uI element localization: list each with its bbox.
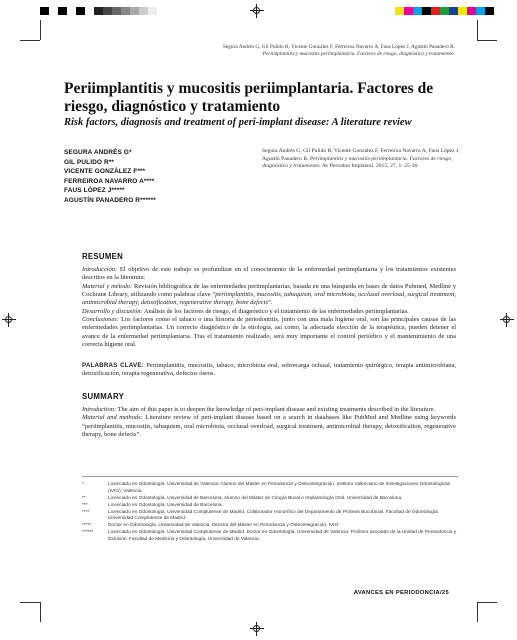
footnote-mark: ****** — [82, 530, 94, 535]
resumen-body — [82, 266, 456, 349]
color-bar-right — [395, 7, 494, 15]
footnote-mark: ** — [82, 495, 86, 501]
crop-mark — [477, 602, 497, 603]
color-swatch — [422, 7, 431, 15]
registration-mark-right — [500, 313, 514, 327]
color-swatch — [94, 7, 103, 15]
registration-mark-left — [2, 313, 16, 327]
article-title: Periimplantitis y mucositis periimplantaria. Factores de riesgo, diagnóstico y tratamiento — [64, 80, 434, 115]
author: FERREIROA NAVARRO A**** — [64, 177, 155, 185]
crop-mark — [477, 40, 497, 41]
color-bar-left — [40, 7, 157, 15]
author: AGUSTÍN PANADERO R****** — [64, 196, 156, 204]
color-swatch — [431, 7, 440, 15]
author-list — [64, 148, 254, 206]
footnote-text: Licenciado en Odontología. Universidad Complutense de Madrid. Doctor en Odontología. Universidad de Valencia. Profesor asociado de la Unidad de Prostodoncia y Oclusión. Facultad de Medicina y Odontología. Universidad de Valencia. — [108, 530, 457, 542]
registration-mark-bottom — [250, 622, 264, 636]
label: Desarrollo y discusión: — [82, 307, 143, 315]
color-swatch — [404, 7, 413, 15]
text: Los factores como el tabaco o una historia de periodontitis, junto con una mala higiene oral, son las principales causas de las enfermedades periimplantarias. Un correcto diagnóstico de la etiología, así como, la adecuada elección de la terapéutica, pueden detener el avance de la enfermedad periimplantaria. Tras el tratamiento realizado, será muy importante el control periódico y el mantenimiento de una correcta higiene oral. — [82, 316, 456, 349]
crop-mark — [477, 20, 478, 40]
keywords-quoted: periimplantitis, mucositis, tabaquism, oral microbiota, occlusal overload, surgical treatment, antimicrobial therapy, detoxification, regenerative therapy, bone defects — [82, 291, 456, 307]
footnote-text: Doctor en Odontología. Universidad de Valencia. Director del Máster en Periodoncia y Osteointegración, IVIO. — [108, 523, 340, 528]
color-swatch — [476, 7, 485, 15]
footnote — [82, 510, 458, 523]
label: Introducción: — [82, 266, 118, 273]
resumen-heading: RESUMEN — [82, 252, 124, 261]
footnote — [82, 496, 458, 503]
text: Análisis de los factores de riesgo, el diagnóstico y el tratamiento de las enfermedades periimplantarias. — [143, 307, 409, 315]
crop-mark — [40, 602, 41, 622]
crop-mark — [40, 20, 41, 40]
color-swatch — [49, 7, 58, 15]
color-swatch — [85, 7, 94, 15]
summary-body — [82, 406, 456, 439]
summary-heading: SUMMARY — [82, 392, 125, 401]
text: Revisión bibliográfica de las enfermedades periimplantarias, basada en una búsqueda en bases de datos Pubmed, Medline y Cochrane Library, utilizando como palabras clave “ — [82, 282, 457, 299]
color-swatch — [130, 7, 139, 15]
footnotes — [82, 482, 458, 544]
label: Introduction: — [82, 406, 117, 413]
footnote-text: Licenciado en Odontología. Universidad de Valencia. Alumno del Máster en Periodoncia y Osteointegración, Instituto Valenciano de Investigaciones Odontológicas (IVIO), Valencia. — [108, 482, 451, 494]
citation-block — [262, 148, 462, 171]
running-header-title: Periimplantitis y mucositis periimplantaria. Factores de riesgo, diagnóstico y tratamiento. — [262, 51, 455, 57]
footnote — [82, 530, 458, 543]
author: SEGURA ANDRÉS G* — [64, 149, 132, 156]
color-swatch — [76, 7, 85, 15]
footnote-mark: *** — [82, 502, 88, 508]
resumen-introduction — [82, 266, 456, 283]
footnote — [82, 523, 458, 530]
resumen-conclusions — [82, 316, 456, 349]
footnote-text: Licenciado en Odontología. Universidad de Barcelona. Alumno del Máster de Cirugía Bucal e Implantología Oral. Universidad de Barcelona. — [108, 495, 403, 501]
crop-mark — [20, 602, 40, 603]
summary-methods — [82, 414, 456, 439]
author: FAUS LÓPEZ J***** — [64, 187, 125, 195]
page-footer: AVANCES EN PERIODONCIA/25 — [353, 590, 449, 596]
footnote-divider — [82, 476, 458, 477]
color-swatch — [58, 7, 67, 15]
color-swatch — [413, 7, 422, 15]
citation-title: Periimplantitis y mucositis periimplantaria. Factores de riesgo, diagnóstico y tratamiento. — [262, 155, 453, 170]
footnote-text: Licenciado en Odontología. Universidad de Barcelona. — [108, 502, 223, 508]
color-swatch — [440, 7, 449, 15]
footnote-mark: * — [82, 482, 84, 487]
footnote — [82, 482, 458, 495]
citation-reference: Av Periodon Implantol. 2015; 27, 1: 25-36. — [321, 163, 419, 170]
color-swatch — [121, 7, 130, 15]
color-swatch — [40, 7, 49, 15]
summary-introduction — [82, 406, 456, 414]
color-swatch — [458, 7, 467, 15]
label: Material y método: — [82, 282, 133, 290]
footnote-text: Licenciado en Odontología. Universidad Complutense de Madrid. Colaborador Honorífico del Departamento de Prótesis Bucofacial. Facultad de Odontología. Universidad Complutense de Madrid. — [108, 509, 440, 521]
palabras-clave-text: Periimplantitis, mucositis, tabaco, microbiota oral, sobrecarga oclusal, tratamiento quirúrgico, terapia antimicrobiana, detoxificación, terapia regenerativa, defectos óseos. — [82, 362, 456, 378]
author: GIL PULIDO R** — [64, 158, 115, 166]
footnote — [82, 503, 458, 510]
article-subtitle: Risk factors, diagnosis and treatment of peri-implant disease: A literature review — [64, 117, 412, 128]
color-swatch — [139, 7, 148, 15]
resumen-methods — [82, 283, 456, 308]
crop-mark — [20, 40, 40, 41]
palabras-clave — [82, 362, 456, 379]
citation-authors: Segura Andrés G, Gil Pulido R, Vicente González F, Ferreiroa Navarro A, Faus López J, Agustín Panadero R. — [262, 148, 460, 162]
footnote-mark: **** — [82, 509, 90, 515]
text: ”. — [267, 299, 273, 307]
color-swatch — [485, 7, 494, 15]
color-swatch — [467, 7, 476, 15]
color-swatch — [103, 7, 112, 15]
author: VICENTE GONZÁLEZ F*** — [64, 168, 146, 176]
label: Conclusiones: — [82, 316, 119, 324]
running-header-authors: Segura Andrés G, Gil Pulido R, Vicente González F, Ferreiroa Navarro A, Faus López J, Agustín Panadero R. — [222, 44, 455, 50]
palabras-clave-label: PALABRAS CLAVE: — [82, 362, 144, 369]
color-swatch — [67, 7, 76, 15]
color-swatch — [395, 7, 404, 15]
text: The aim of this paper is to deepen the knowledge of peri-implant disease and existing treatments described in the literature. — [117, 406, 436, 413]
label: Material and methods: — [82, 414, 143, 422]
crop-mark — [477, 602, 478, 622]
resumen-discussion — [82, 308, 456, 316]
color-swatch — [449, 7, 458, 15]
footnote-mark: ***** — [82, 523, 92, 528]
running-header — [135, 44, 455, 58]
registration-mark-top — [250, 4, 264, 18]
color-swatch — [148, 7, 157, 15]
text: Literature review of peri-implant disease based on a search in databases like PubMed and Medline using keywords “periimplantitis, mucositis, tabaquism, oral microbiota, occlusal overload, surgical treatment, antimicrobial therapy, detoxification, regenerative therapy, bone defects”. — [82, 414, 456, 439]
color-swatch — [112, 7, 121, 15]
text: El objetivo de este trabajo es profundizar en el conocimiento de la enfermedad periimplantaria y los tratamientos existentes descritos en la literatura. — [82, 266, 456, 282]
